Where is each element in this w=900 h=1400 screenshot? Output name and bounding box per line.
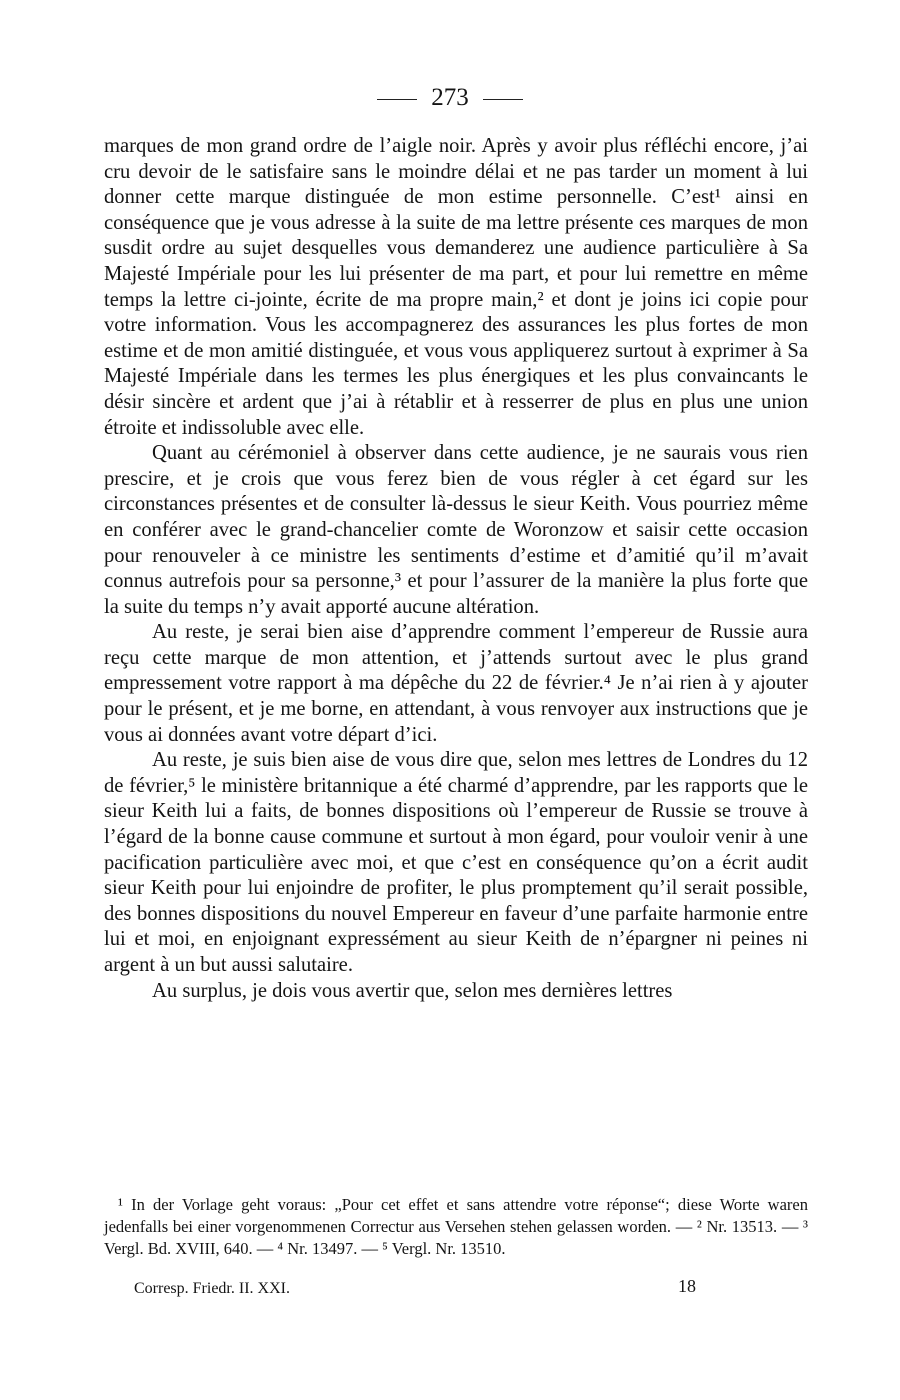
- paragraph: Quant au cérémoniel à observer dans cette audience, je ne saurais vous rien prescire, et je crois que vous ferez bien de vous régler à cet égard sur les circonstances présentes et de consulter là-dessus le sieur Keith. Vous pourriez même en conférer avec le grand-chancelier comte de Woronzow et saisir cette occasion pour renouveler à ce ministre les sentiments d’estime et d’amitié qu’il m’avait connus autrefois pour sa personne,³ et pour l’assurer de la manière la plus forte que la suite du temps n’y avait apporté aucune altération.: [104, 442, 808, 618]
- body-text: [104, 134, 808, 1004]
- sheet-number: 18: [678, 1276, 696, 1296]
- paragraph: Au reste, je serai bien aise d’apprendre comment l’empereur de Russie aura reçu cette marque de mon attention, et j’attends surtout avec le plus grand empressement votre rapport à ma dépêche du 22 de février.⁴ Je n’ai rien à y ajouter pour le présent, et je me borne, en attendant, à vous renvoyer aux instructions que je vous ai données avant votre départ d’ici.: [104, 621, 808, 746]
- footnote: ¹ In der Vorlage geht voraus: „Pour cet effet et sans attendre votre réponse“; diese Worte waren jedenfalls bei einer vorgenommenen Correctur aus Versehen stehen gelassen worden. — ² Nr. 13513. — ³ Vergl. Bd. XVIII, 640. — ⁴ Nr. 13497. — ⁵ Vergl. Nr. 13510.: [104, 1195, 808, 1258]
- footnotes: [104, 1194, 808, 1260]
- printer-signature: Corresp. Friedr. II. XXI.: [134, 1280, 290, 1297]
- paragraph: marques de mon grand ordre de l’aigle noir. Après y avoir plus réfléchi encore, j’ai cru devoir de le satisfaire sans le moindre délai et ne pas tarder un moment à lui donner cette marque distinguée de mon estime personnelle. C’est¹ ainsi en conséquence que je vous adresse à la suite de ma lettre présente ces marques de mon susdit ordre au sujet desquelles vous demanderez une audience particulière à Sa Majesté Impériale pour les lui présenter de ma part, et pour lui remettre en même temps la lettre ci-jointe, écrite de ma propre main,² et dont je joins ici copie pour votre information. Vous les accompagnerez des assurances les plus fortes de mon estime et de mon amitié distinguée, et vous vous appliquerez surtout à exprimer à Sa Majesté Impériale dans les termes les plus énergiques et les plus convaincants le désir sincère et ardent que j’ai à rétablir et à resserrer de plus en plus une union étroite et indissoluble avec elle.: [104, 135, 808, 439]
- paragraph: Au surplus, je dois vous avertir que, selon mes dernières lettres: [152, 979, 673, 1002]
- header-rule-right: [483, 99, 523, 100]
- header-rule-left: [377, 99, 417, 100]
- paragraph: Au reste, je suis bien aise de vous dire que, selon mes lettres de Londres du 12 de février,⁵ le ministère britannique a été charmé d’apprendre, par les rapports que le sieur Keith lui a faits, de bonnes dispositions où l’empereur de Russie se trouve à l’égard de la bonne cause commune et surtout à mon égard, pour vouloir venir à une pacification particulière avec moi, et que c’est en conséquence qu’on a écrit audit sieur Keith pour lui enjoindre de profiter, le plus promptement qu’il serait possible, des bonnes dispositions du nouvel Empereur en faveur d’une parfaite harmonie entre lui et moi, en enjoignant expressément au sieur Keith de n’épargner ni peines ni argent à un but aussi salutaire.: [104, 749, 808, 976]
- page-header: [0, 84, 900, 112]
- page-number: 273: [431, 84, 469, 111]
